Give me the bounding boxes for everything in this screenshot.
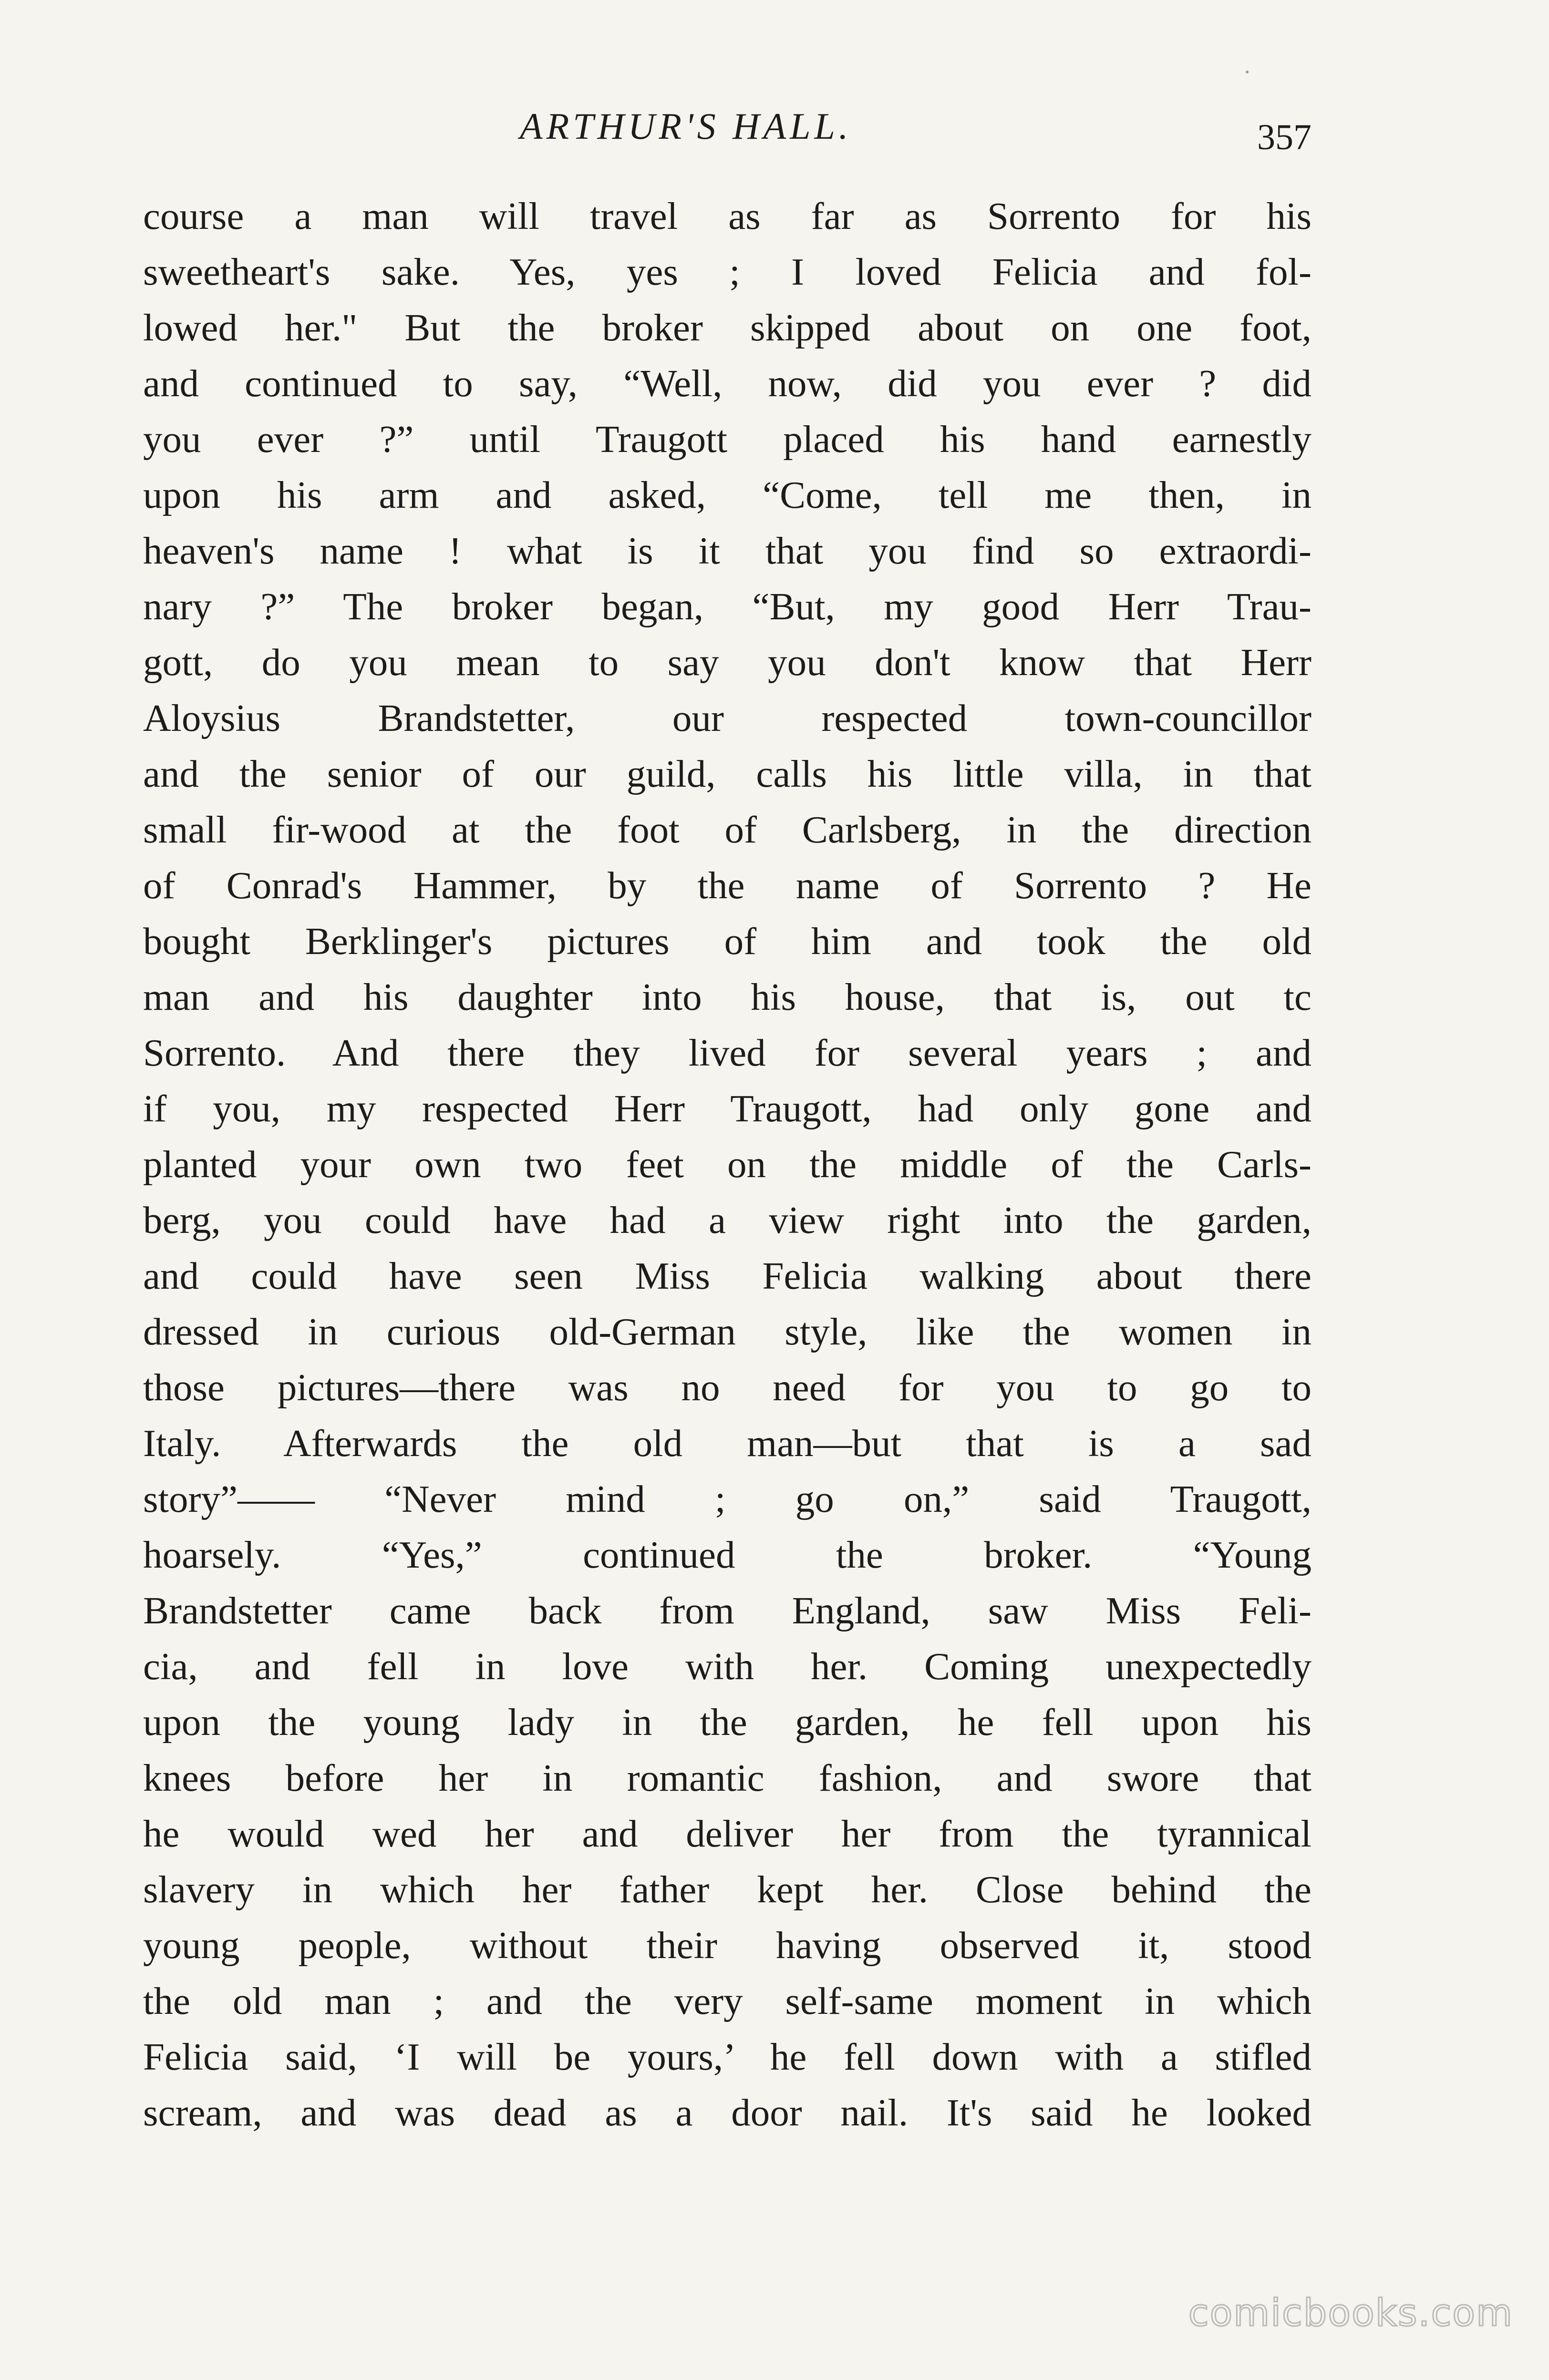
text-line: upon his arm and asked, “Come, tell me then, in — [143, 473, 1311, 516]
text-line: if you, my respected Herr Traugott, had only gone and — [143, 1087, 1311, 1130]
text-line: upon the young lady in the garden, he fell upon his — [143, 1701, 1311, 1744]
text-line: Sorrento. And there they lived for several years ; and — [143, 1031, 1311, 1074]
text-line: cia, and fell in love with her. Coming unexpectedly — [143, 1645, 1311, 1688]
text-line: knees before her in romantic fashion, and swore that — [143, 1756, 1311, 1799]
running-title: ARTHUR'S HALL. — [520, 105, 852, 147]
text-line: slavery in which her father kept her. Close behind the — [143, 1868, 1311, 1911]
text-line: planted your own two feet on the middle of the Carls- — [143, 1143, 1311, 1186]
text-line: and the senior of our guild, calls his little villa, in that — [143, 752, 1311, 795]
text-line: man and his daughter into his house, that is, out tc — [143, 975, 1311, 1018]
text-line: heaven's name ! what is it that you find so extraordi- — [143, 529, 1311, 572]
page-header — [143, 100, 1311, 162]
text-line: you ever ?” until Traugott placed his hand earnestly — [143, 418, 1311, 461]
text-line: and continued to say, “Well, now, did you ever ? did — [143, 362, 1311, 405]
text-line: Aloysius Brandstetter, our respected town-councillor — [143, 697, 1311, 739]
text-line: berg, you could have had a view right into the garden, — [143, 1199, 1311, 1241]
text-line: of Conrad's Hammer, by the name of Sorrento ? He — [143, 864, 1311, 907]
text-line: and could have seen Miss Felicia walking about there — [143, 1254, 1311, 1297]
text-line: nary ?” The broker began, “But, my good Herr Trau- — [143, 585, 1311, 628]
text-line: story”—— “Never mind ; go on,” said Traugott, — [143, 1477, 1311, 1520]
text-line: small fir-wood at the foot of Carlsberg, in the direction — [143, 808, 1311, 851]
text-line: Felicia said, ‘I will be yours,’ he fell down with a stifled — [143, 2035, 1311, 2078]
text-line: Italy. Afterwards the old man—but that is a sad — [143, 1422, 1311, 1465]
text-line: sweetheart's sake. Yes, yes ; I loved Felicia and fol- — [143, 250, 1311, 293]
text-line: gott, do you mean to say you don't know that Herr — [143, 641, 1311, 684]
paper-speck — [1246, 71, 1249, 73]
text-line: bought Berklinger's pictures of him and took the old — [143, 920, 1311, 963]
text-line: lowed her." But the broker skipped about on one foot, — [143, 306, 1311, 349]
text-line: course a man will travel as far as Sorrento for his — [143, 195, 1311, 237]
text-line: dressed in curious old-German style, like the women in — [143, 1310, 1311, 1353]
text-line: young people, without their having observed it, stood — [143, 1924, 1311, 1967]
text-line: the old man ; and the very self-same moment in which — [143, 1980, 1311, 2022]
text-line: scream, and was dead as a door nail. It's said he looked — [143, 2091, 1311, 2134]
watermark: comicbooks.com — [1188, 2292, 1513, 2335]
body-text — [143, 188, 1311, 2141]
text-line: hoarsely. “Yes,” continued the broker. “Young — [143, 1533, 1311, 1576]
page-number: 357 — [1257, 117, 1311, 157]
text-line: those pictures—there was no need for you to go to — [143, 1366, 1311, 1409]
text-line: he would wed her and deliver her from the tyrannical — [143, 1812, 1311, 1855]
text-line: Brandstetter came back from England, saw Miss Feli- — [143, 1589, 1311, 1632]
